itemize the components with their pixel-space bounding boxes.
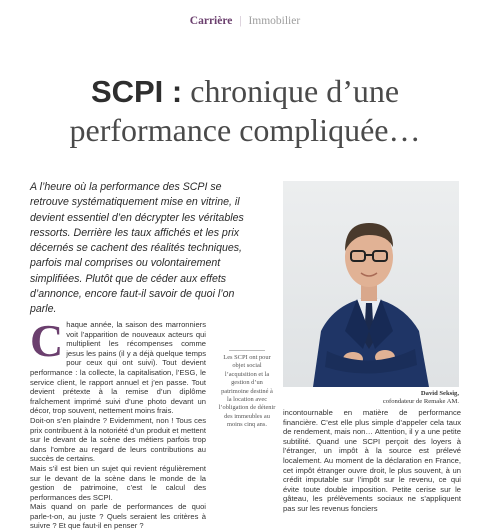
header-separator: | xyxy=(239,15,242,27)
portrait-illustration xyxy=(283,181,459,387)
pull-quote xyxy=(218,350,276,433)
pullquote-text: Les SCPI ont pour objet social l’acquisition et la gestion d’un patrimoine destiné à la location avec l’obligation de détenir des immeubles au moins cinq ans. xyxy=(218,354,276,429)
subcategory-label: Immobilier xyxy=(248,15,301,27)
title-bold: SCPI : xyxy=(90,74,183,109)
title-line2: performance compliquée… xyxy=(69,112,421,148)
body-paragraph-4: Mais quand on parle de performances de quoi parle-t-on, au juste ? Quels seraient les critères à suivre ? Et que faut-il en penser ? xyxy=(30,502,206,531)
body-paragraph-3: Mais s’il est bien un sujet qui revient régulièrement sur le devant de la scène dans le monde de la gestion de patrimoine, c’est le calcul des performances des SCPI. xyxy=(30,463,206,502)
section-header xyxy=(0,15,490,27)
category-label: Carrière xyxy=(189,15,233,27)
drop-cap: C xyxy=(30,315,64,366)
article-column-3 xyxy=(283,408,461,514)
article-body xyxy=(30,315,206,531)
portrait-photo xyxy=(283,181,459,387)
body-paragraph-1: haque année, la saison des marronniers voit l’apparition de nouveaux acteurs qui multiplient les récompenses comme jesus les pains (il y a déjà quelque temps pour ceux qui ont suivi). Tout devient performance : la collecte, la capitalisation, l’ESG, le service client, le rapport annuel et j’en passe. Tout devient prétexte à la remise d’un diplôme fraîchement imprimé suivi d’une photo devant un décor, trop souvent, nettement moins frais. xyxy=(30,320,206,416)
column-3-paragraph: incontournable en matière de performance financière. C’est elle plus simple d’appeler cela taux de rendement, mais non… Attention, il y a une petite subtilité. Quand une SCPI perçoit des loyers à l’étranger, un impôt à la source est prélevé localement. Au moment de la déclaration en France, cet impôt étranger ouvre droit, le plus souvent, à un crédit imputable sur l’impôt sur le revenu, ce qui évite toute double imposition. Petite cerise sur le gâteau, les prélèvements sociaux ne s’appliquent pas sur les revenus fonciers xyxy=(283,408,461,513)
caption-role: cofondateur de Remake AM. xyxy=(382,398,459,405)
article-title xyxy=(0,72,490,149)
title-line1: chronique d’une xyxy=(182,73,400,109)
article-lead: A l’heure où la performance des SCPI se retrouve systématiquement mise en vitrine, il devient essentiel d’en décrypter les véritables ressorts. Derrière les taux affichés et les prix décernés se cachent des réalités techniques, parfois mal comprises ou volontairement simplifiées. Plutôt que de céder aux effets d’annonce, encore faut-il savoir de quoi l’on parle. xyxy=(30,181,244,316)
body-paragraph-2: Doit-on s’en plaindre ? Evidemment, non ! Tous ces prix contribuent à la notoriété d’un produit et mettent sur le devant de la scène des métiers parfois trop dans l’ombre au regard de leurs contributions au succès de certains. xyxy=(30,415,206,464)
caption-name: David Seksig, xyxy=(420,390,459,397)
photo-caption xyxy=(283,390,459,406)
